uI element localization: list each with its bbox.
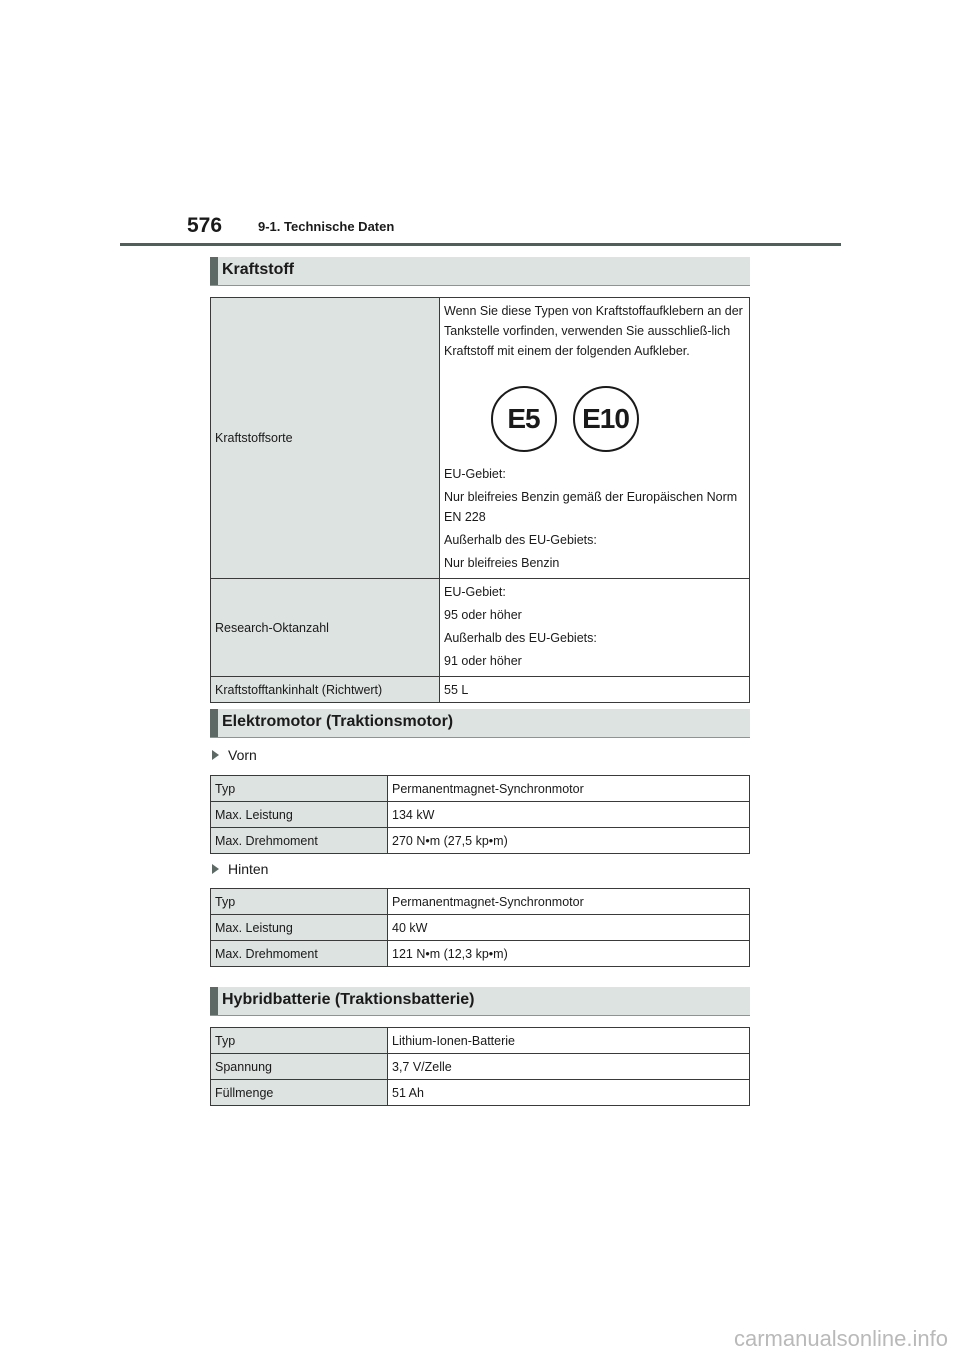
row-label: Max. Leistung xyxy=(211,802,388,828)
row-label: Max. Leistung xyxy=(211,915,388,941)
table-row xyxy=(211,828,750,854)
table-row xyxy=(211,579,750,677)
table-row xyxy=(211,1080,750,1106)
table-row xyxy=(211,941,750,967)
section-header-fuel xyxy=(210,257,750,286)
row-label: Max. Drehmoment xyxy=(211,828,388,854)
row-label: Füllmenge xyxy=(211,1080,388,1106)
row-value: 3,7 V/Zelle xyxy=(388,1054,750,1080)
value-line: EU-Gebiet: xyxy=(444,467,506,481)
fuel-sticker-e5: E5 xyxy=(491,386,557,452)
fuel-stickers xyxy=(444,386,745,452)
fuel-sticker-e10: E10 xyxy=(573,386,639,452)
value-line: Außerhalb des EU-Gebiets: xyxy=(444,533,597,547)
row-value: Lithium-Ionen-Batterie xyxy=(388,1028,750,1054)
section-title: Kraftstoff xyxy=(222,261,294,278)
table-row xyxy=(211,1028,750,1054)
value-line: Nur bleifreies Benzin xyxy=(444,556,560,570)
table-row xyxy=(211,1054,750,1080)
value-line: 95 oder höher xyxy=(444,608,522,622)
row-value: 134 kW xyxy=(388,802,750,828)
subheading-rear xyxy=(212,861,268,877)
chapter-title: 9-1. Technische Daten xyxy=(258,219,395,234)
row-value: 51 Ah xyxy=(388,1080,750,1106)
triangle-bullet-icon xyxy=(212,864,219,874)
fuel-sticker-intro: Wenn Sie diese Typen von Kraftstoffaufklebern an der Tankstelle vorfinden, verwenden Sie ausschließ-lich Kraftstoff mit einem der folgenden Aufkleber. xyxy=(444,304,743,358)
header-divider xyxy=(120,243,841,246)
fuel-table xyxy=(210,297,750,703)
page-number: 576 xyxy=(187,214,223,237)
motor-rear-table xyxy=(210,888,750,967)
subheading-text: Vorn xyxy=(228,747,257,763)
value-line: Außerhalb des EU-Gebiets: xyxy=(444,631,597,645)
subheading-text: Hinten xyxy=(228,861,269,877)
row-value: Permanentmagnet-Synchronmotor xyxy=(388,776,750,802)
table-row xyxy=(211,802,750,828)
value-line: Nur bleifreies Benzin gemäß der Europäischen Norm EN 228 xyxy=(444,490,738,524)
section-marker xyxy=(210,709,218,737)
table-row xyxy=(211,776,750,802)
row-label: Spannung xyxy=(211,1054,388,1080)
row-label: Typ xyxy=(211,889,388,915)
section-title: Hybridbatterie (Traktionsbatterie) xyxy=(222,991,475,1008)
subheading-front xyxy=(212,747,257,763)
motor-front-table xyxy=(210,775,750,854)
row-label: Typ xyxy=(211,1028,388,1054)
row-value xyxy=(440,298,750,579)
battery-table xyxy=(210,1027,750,1106)
section-marker xyxy=(210,257,218,285)
table-row xyxy=(211,298,750,579)
row-value: 270 N•m (27,5 kp•m) xyxy=(388,828,750,854)
row-value: 55 L xyxy=(440,677,750,703)
table-row xyxy=(211,915,750,941)
value-line: 91 oder höher xyxy=(444,654,522,668)
row-value: 40 kW xyxy=(388,915,750,941)
section-title: Elektromotor (Traktionsmotor) xyxy=(222,713,454,730)
section-header-motor xyxy=(210,709,750,738)
row-value xyxy=(440,579,750,677)
section-marker xyxy=(210,987,218,1015)
watermark: carmanualsonline.info xyxy=(733,1326,948,1351)
row-value: Permanentmagnet-Synchronmotor xyxy=(388,889,750,915)
table-row xyxy=(211,677,750,703)
row-label: Research-Oktanzahl xyxy=(211,579,440,677)
row-label: Kraftstofftankinhalt (Richtwert) xyxy=(211,677,440,703)
table-row xyxy=(211,889,750,915)
value-line: EU-Gebiet: xyxy=(444,585,506,599)
section-header-battery xyxy=(210,987,750,1016)
triangle-bullet-icon xyxy=(212,750,219,760)
row-label: Max. Drehmoment xyxy=(211,941,388,967)
row-label: Kraftstoffsorte xyxy=(211,298,440,579)
row-label: Typ xyxy=(211,776,388,802)
row-value: 121 N•m (12,3 kp•m) xyxy=(388,941,750,967)
